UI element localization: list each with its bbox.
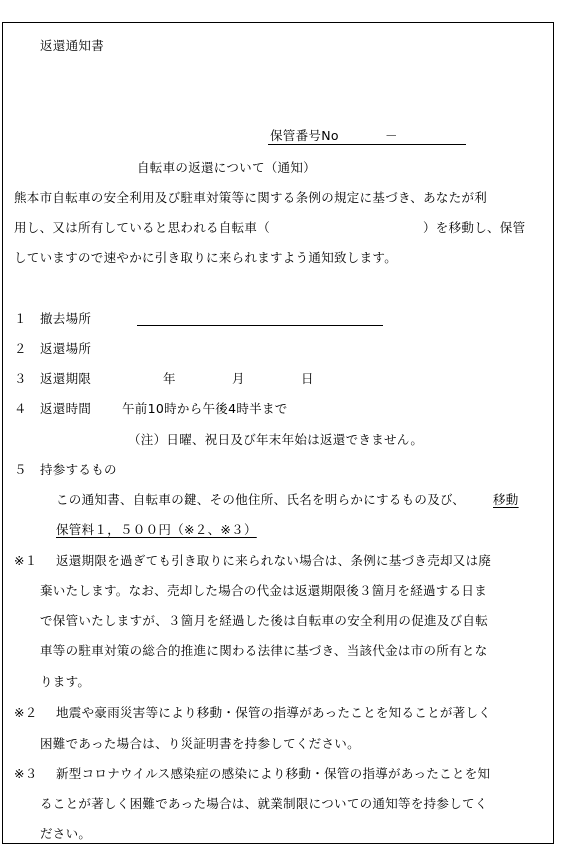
item-3-number: ３ — [14, 371, 27, 386]
note-3-line-2: ることが著しく困難であった場合は、就業制限についての通知等を持参してく — [40, 796, 488, 811]
note-2-line-1: 地震や豪雨災害等により移動・保管の指導があったことを知ることが著しく — [56, 705, 492, 720]
note-3-line-1: 新型コロナウイルス感染症の感染により移動・保管の指導があったことを知 — [56, 766, 491, 781]
note-3-mark: ※３ — [14, 766, 38, 781]
bring-line-2: 保管料１，５００円（※２、※３） — [56, 522, 257, 537]
item-1-number: １ — [14, 311, 27, 326]
bring-line-1b: 移動 — [493, 492, 519, 507]
subject-line: 自転車の返還について（通知） — [137, 160, 316, 175]
note-1-line-2: 棄いたします。なお、売却した場合の代金は返還期限後３箇月を経過する日ま — [40, 583, 488, 598]
bring-line-1a: この通知書、自転車の鍵、その他住所、氏名を明らかにするもの及び、 — [56, 492, 466, 507]
document-title: 返還通知書 — [40, 38, 105, 53]
item-2-label: 返還場所 — [40, 341, 92, 356]
item-2-number: ２ — [14, 341, 27, 356]
item-4-value: 午前10時から午後4時半まで — [122, 401, 288, 416]
note-1-mark: ※１ — [14, 553, 38, 568]
intro-line-2b: ）を移動し、保管 — [423, 220, 526, 235]
intro-line-2a: 用し、又は所有していると思われる自転車（ — [14, 220, 271, 235]
note-1-line-3: で保管いたしますが、３箇月を経過した後は自転車の安全利用の促進及び自転 — [40, 613, 489, 628]
note-3-line-3: ださい。 — [40, 826, 92, 841]
note-2-mark: ※２ — [14, 705, 38, 720]
holiday-note: （注）日曜、祝日及び年末年始は返還できません。 — [128, 432, 424, 447]
item-3-year: 年 — [163, 371, 176, 386]
note-1-line-4: 車等の駐車対策の総合的推進に関わる法律に基づき、当該代金は市の所有とな — [40, 643, 488, 658]
note-1-line-1: 返還期限を過ぎても引き取りに来られない場合は、条例に基づき売却又は廃 — [56, 553, 492, 568]
removal-location-blank — [137, 325, 383, 326]
item-4-label: 返還時間 — [40, 401, 92, 416]
intro-line-3: していますので速やかに引き取りに来られますよう通知致します。 — [14, 250, 398, 265]
item-3-month: 月 — [232, 371, 245, 386]
storage-number-dash: － — [385, 128, 398, 143]
storage-number-label: 保管番号No — [270, 128, 339, 143]
item-4-number: ４ — [14, 401, 27, 416]
item-1-label: 撤去場所 — [40, 311, 92, 326]
note-2-line-2: 困難であった場合は、り災証明書を持参してください。 — [40, 736, 360, 751]
item-5-label: 持参するもの — [40, 462, 117, 477]
item-3-day: 日 — [301, 371, 314, 386]
item-5-number: ５ — [14, 462, 27, 477]
note-1-line-5: ります。 — [40, 674, 91, 689]
item-3-label: 返還期限 — [40, 371, 92, 386]
intro-line-1: 熊本市自転車の安全利用及び駐車対策等に関する条例の規定に基づき、あなたが利 — [14, 190, 488, 205]
storage-number-underline — [268, 144, 466, 145]
